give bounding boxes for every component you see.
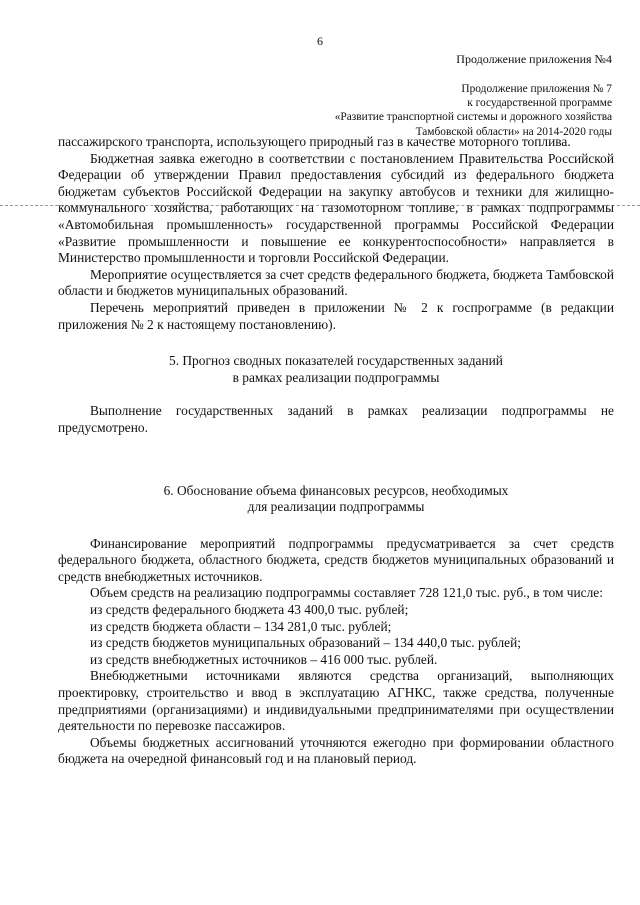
header-line: «Развитие транспортной системы и дорожного хозяйства [334,111,612,124]
continuation-note: Продолжение приложения №4 [456,52,612,66]
paragraph: Объем средств на реализацию подпрограммы составляет 728 121,0 тыс. руб., в том числе: [90,585,603,601]
paragraph: Выполнение государственных заданий в рамках реализации подпрограммы не предусмотрено. [58,403,614,435]
paragraph: Бюджетная заявка ежегодно в соответствии с постановлением Правительства Российской Федерации об утверждении Правил предоставления субсидий из федерального бюджета бюджетам субъектов Российской Федерации на закупку автобусов и техники для жилищно-коммунального хозяйства, работающих на газомоторном топливе, в рамках подпрограммы «Автомобильная промышленность» государственной программы Российской Федерации «Развитие промышленности и повышение ее конкурентоспособности» направляется в Министерство промышленности и торговли Российской Федерации. [58,150,614,266]
appendix-header [335,82,612,139]
list-item: из средств бюджетов муниципальных образований – 134 440,0 тыс. рублей; [90,635,522,651]
paragraph: пассажирского транспорта, использующего природный газ в качестве моторного топлива. [58,134,571,149]
list-item: из средств федерального бюджета 43 400,0 тыс. рублей; [90,602,409,618]
paragraph: Мероприятие осуществляется за счет средств федерального бюджета, бюджета Тамбовской области и бюджетов муниципальных образований. [58,266,614,299]
paragraph: Финансирование мероприятий подпрограммы предусматривается за счет средств федерального бюджета, областного бюджета, средств бюджетов муниципальных образований и средств внебюджетных источников. [58,535,614,584]
document-body [58,134,614,768]
header-line: к государственной программе [467,97,612,110]
paragraph: Перечень мероприятий приведен в приложении № 2 к госпрограмме (в редакции приложения № 2 к настоящему постановлению). [58,299,614,332]
header-line: Продолжение приложения № 7 [461,83,612,95]
paragraph: Объемы бюджетных ассигнований уточняются ежегодно при формировании областного бюджета на очередной финансовый год и на плановый период. [58,734,614,767]
section-6-title: для реализации подпрограммы [247,499,425,515]
section-5-title: 5. Прогноз сводных показателей государственных заданий [169,353,503,369]
page-number: 6 [317,34,323,48]
list-item: из средств бюджета области – 134 281,0 тыс. рублей; [90,618,392,634]
list-item: из средств внебюджетных источников – 416 000 тыс. рублей. [90,651,438,667]
section-6-title: 6. Обоснование объема финансовых ресурсов, необходимых [163,482,509,498]
header-line: Тамбовской области» на 2014-2020 годы [415,125,612,138]
paragraph: Внебюджетными источниками являются средства организаций, выполняющих проектировку, строительство и ввод в эксплуатацию АГНКС, также средства, полученные предприятиями (организациями) и индивидуальными предпринимателями при осуществлении деятельности по перевозке пассажиров. [58,668,614,734]
section-5-title: в рамках реализации подпрограммы [232,369,440,385]
